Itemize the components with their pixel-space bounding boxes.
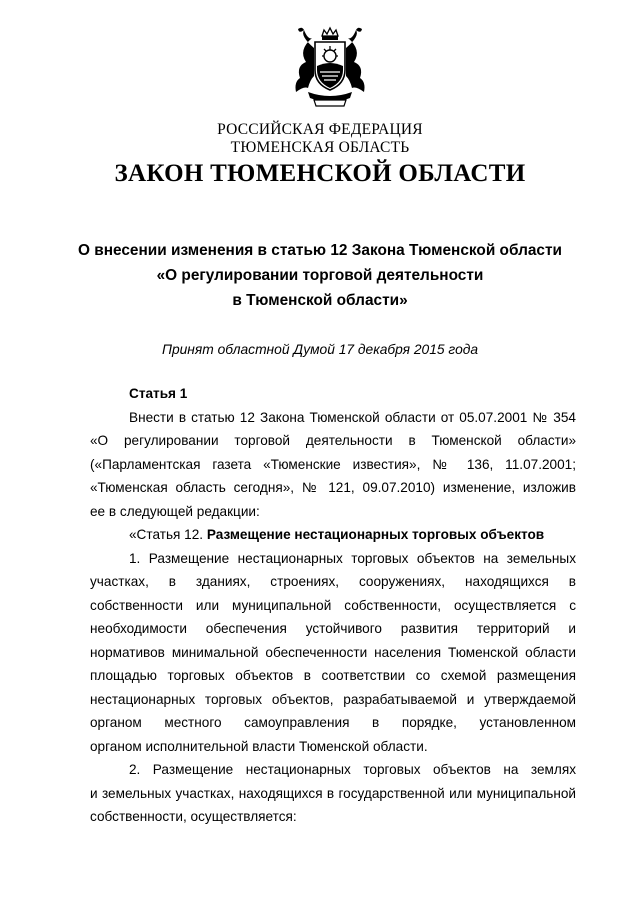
paragraph-1-line: нестационарных торговых объектов, разрабатываемой и утверждаемой: [90, 691, 576, 707]
article-heading: Статья 1: [129, 386, 188, 401]
title-line-2: «О регулировании торговой деятельности: [156, 267, 484, 284]
adoption-note: Принят областной Думой 17 декабря 2015 года: [161, 342, 479, 357]
paragraph-2-line: собственности, осуществляется:: [90, 809, 297, 824]
article-line: «Тюменская область сегодня», № 121, 09.07.2010) изменение, изложив: [90, 480, 576, 495]
article-line: Внести в статью 12 Закона Тюменской области от 05.07.2001 № 354: [129, 409, 576, 425]
paragraph-1-line: органом исполнительной власти Тюменской области.: [90, 738, 428, 754]
paragraph-1-line: собственности или муниципальной собственности, осуществляется с: [90, 597, 576, 613]
header-country: РОССИЙСКАЯ ФЕДЕРАЦИЯ: [217, 121, 423, 138]
header-doc-type: ЗАКОН ТЮМЕНСКОЙ ОБЛАСТИ: [114, 160, 526, 187]
article-line: ее в следующей редакции:: [90, 503, 260, 519]
title-line-3: в Тюменской области»: [232, 292, 408, 309]
paragraph-1-line: органом местного самоуправления в порядке, установленном: [90, 715, 576, 730]
header-region: ТЮМЕНСКАЯ ОБЛАСТЬ: [230, 139, 410, 156]
paragraph-1-line: площадью торговых объектов в соответствии со схемой размещения: [90, 668, 576, 683]
paragraph-2-line: 2. Размещение нестационарных торговых объектов на землях: [129, 762, 576, 777]
coat-of-arms-emblem: [284, 26, 376, 110]
paragraph-1-line: 1. Размещение нестационарных торговых объектов на земельных: [129, 550, 576, 566]
article-line: «О регулировании торговой деятельности в Тюменской области»: [90, 433, 576, 448]
paragraph-2-line: и земельных участках, находящихся в государственной или муниципальной: [90, 785, 576, 801]
paragraph-1-line: нормативов минимальной обеспеченности населения Тюменской области: [90, 644, 576, 660]
article-line: («Парламентская газета «Тюменские известия», № 136, 11.07.2001;: [90, 456, 576, 472]
paragraph-1-line: необходимости обеспечения устойчивого развития территорий и: [90, 621, 576, 636]
paragraph-1-line: участках, в зданиях, строениях, сооружениях, находящихся в: [90, 574, 576, 589]
quote-prefix: «Статья 12.: [129, 527, 207, 542]
quoted-article-heading: [90, 523, 576, 547]
article-body: [90, 382, 576, 829]
title-line-1: О внесении изменения в статью 12 Закона Тюменской области: [78, 242, 562, 259]
quote-title: Размещение нестационарных торговых объектов: [206, 527, 545, 542]
